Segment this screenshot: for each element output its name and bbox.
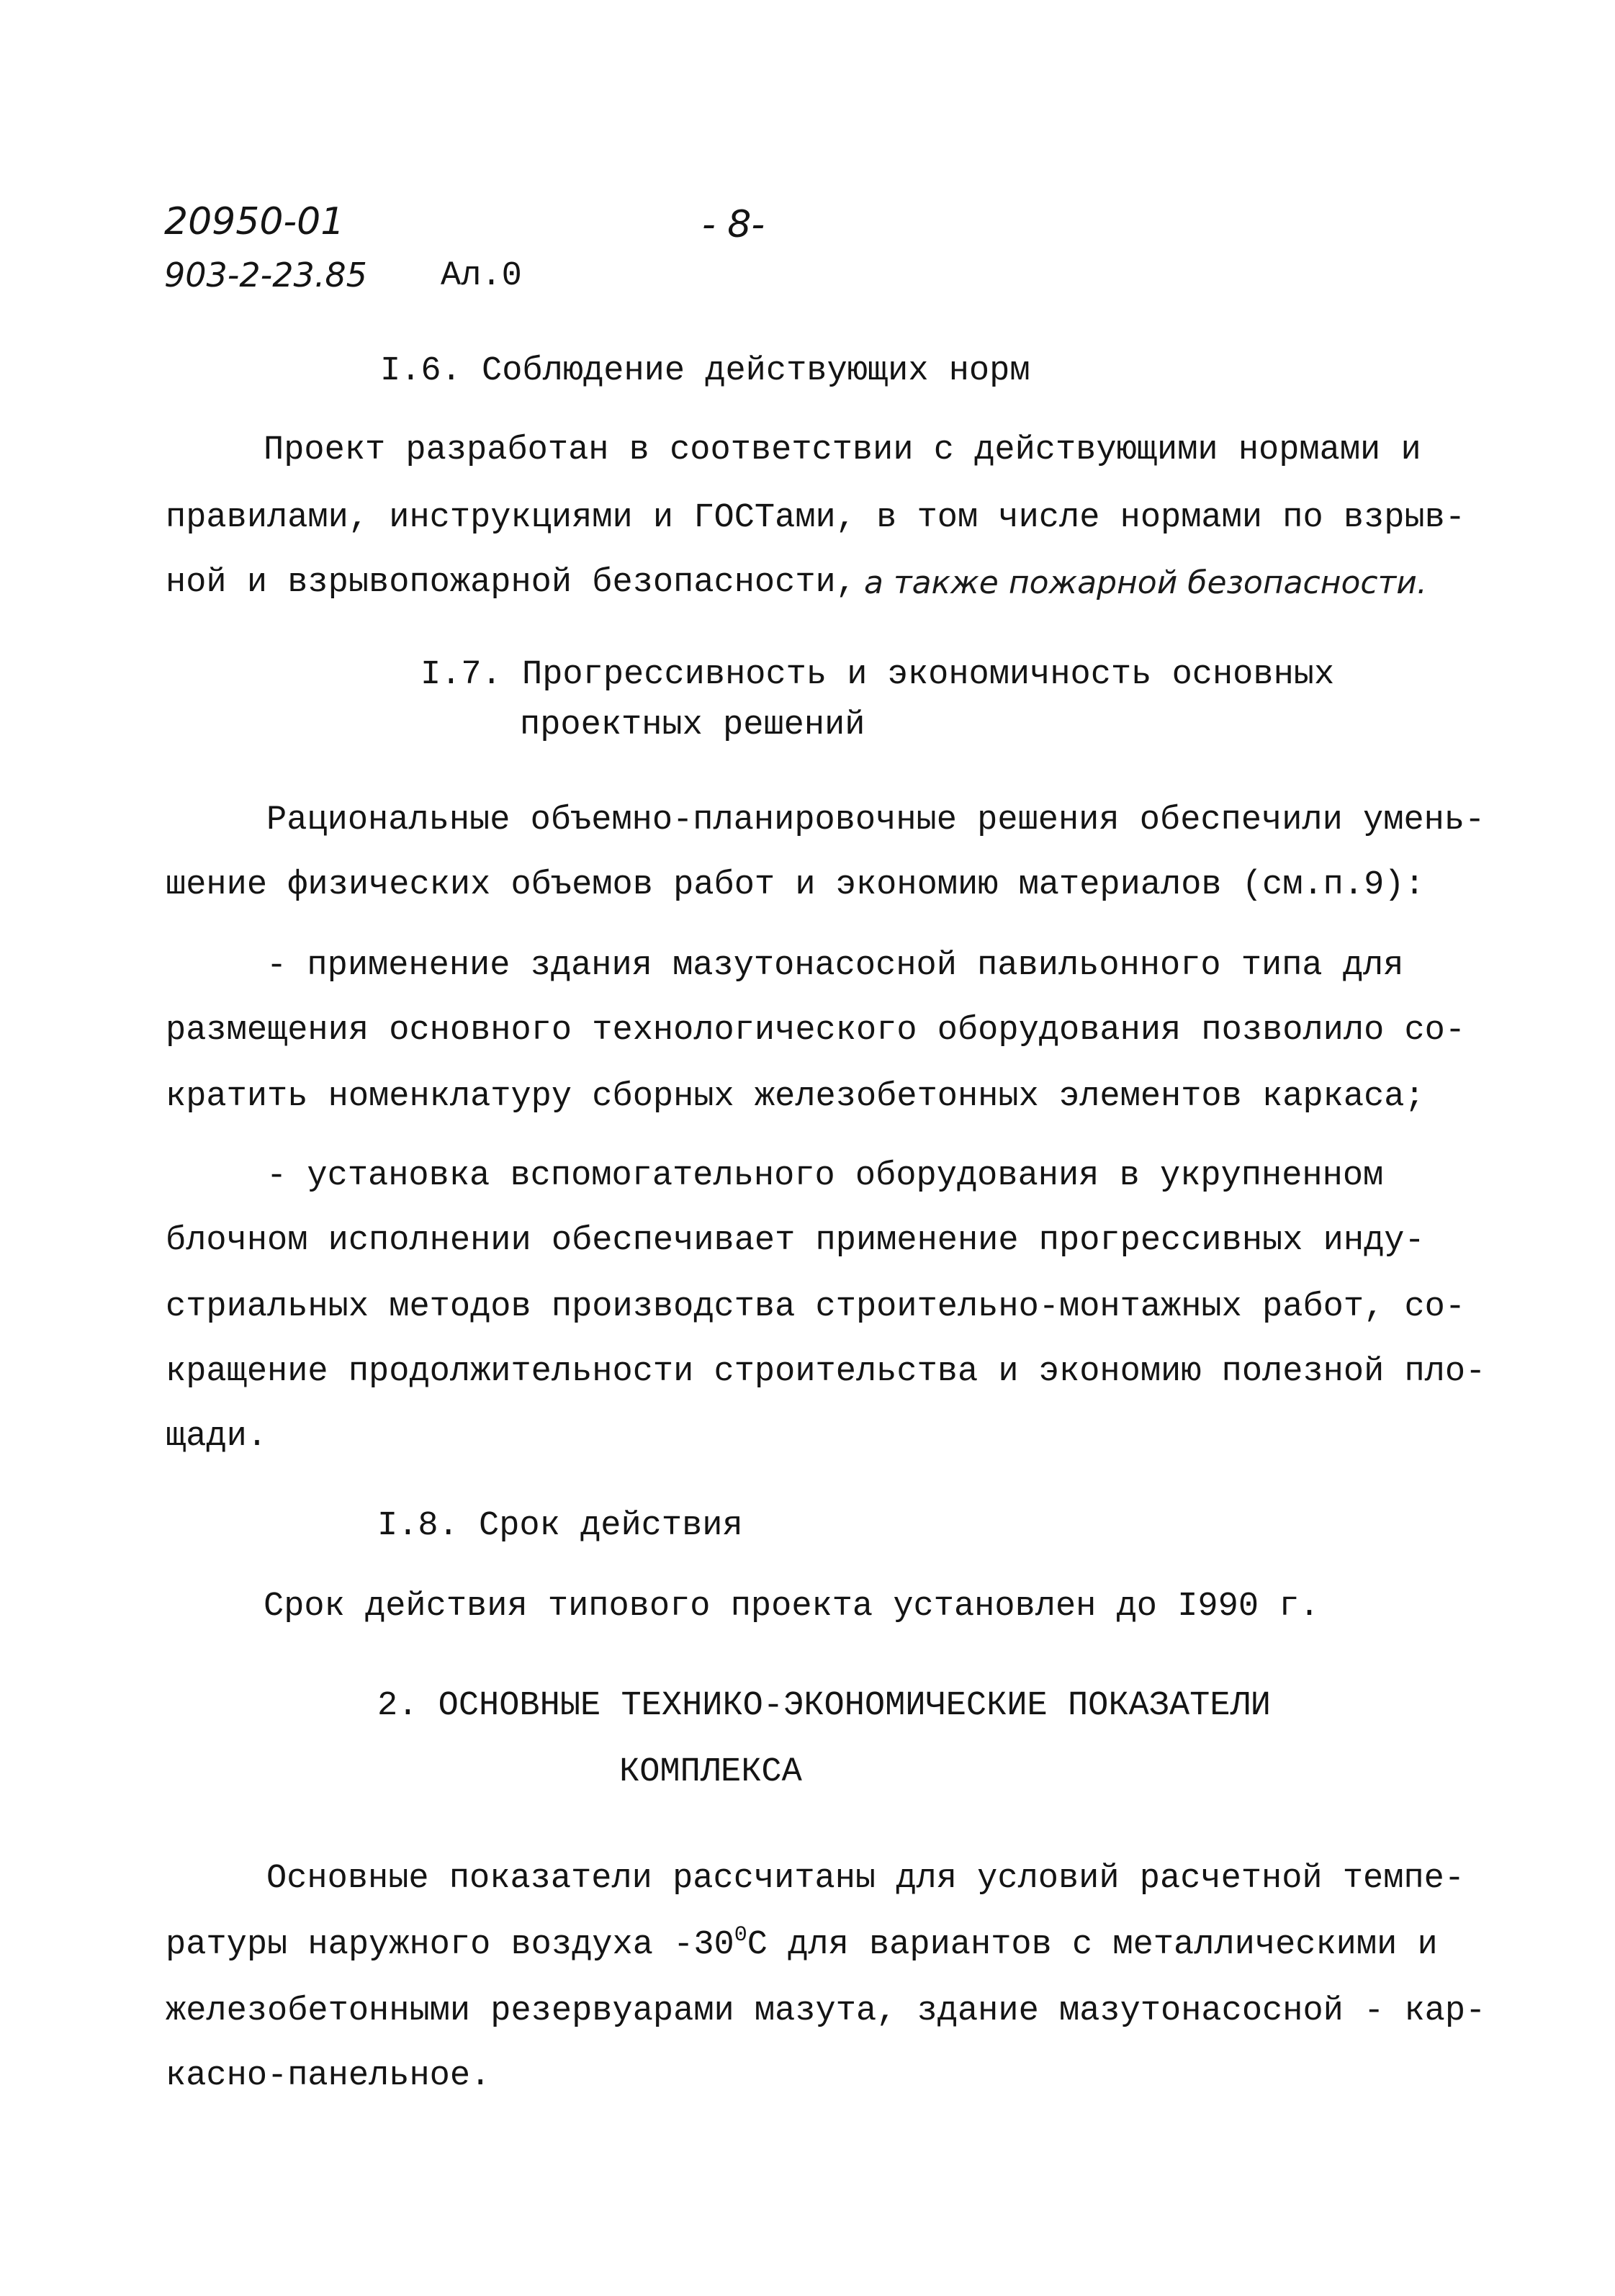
section-1-6-heading: I.6. Соблюдение действующих норм — [380, 352, 1030, 390]
bullet-2-line: щади. — [166, 1418, 268, 1456]
section-2-line-temperature — [166, 1924, 1438, 1967]
section-1-7-heading-cont: проектных решений — [520, 706, 865, 744]
section-1-8-text: Срок действия типового проекта установлен до I990 г. — [264, 1588, 1320, 1626]
series-code: 903-2-23.85 — [164, 256, 367, 294]
bullet-1-line: - применение здания мазутонасосной павильонного типа для — [266, 947, 1404, 985]
temperature-text-cont: С для вариантов с металлическими и — [747, 1926, 1438, 1964]
sheet-label: Ал.0 — [441, 257, 522, 295]
section-1-7-intro-line: Рациональные объемно-планировочные решения обеспечили умень- — [266, 801, 1485, 839]
bullet-2-line: кращение продолжительности строительства и экономию полезной пло- — [166, 1353, 1486, 1391]
section-1-7-intro-line: шение физических объемов работ и экономию материалов (см.п.9): — [166, 866, 1425, 904]
section-2-heading-cont: КОМПЛЕКСА — [619, 1753, 802, 1791]
section-1-7-heading: I.7. Прогрессивность и экономичность основных — [420, 656, 1335, 694]
section-2-heading: 2. ОСНОВНЫЕ ТЕХНИКО-ЭКОНОМИЧЕСКИЕ ПОКАЗАТЕЛИ — [377, 1687, 1272, 1725]
degree-mark: 0 — [734, 1923, 747, 1948]
bullet-2-line: - установка вспомогательного оборудования в укрупненном — [266, 1157, 1384, 1195]
handwritten-addition: а также пожарной безопасности. — [864, 564, 1427, 601]
bullet-1-line: размещения основного технологического оборудования позволило со- — [166, 1012, 1466, 1050]
section-2-line: касно-панельное. — [166, 2057, 491, 2095]
section-1-6-line: ной и взрывопожарной безопасности, — [166, 564, 856, 602]
section-1-6-line: Проект разработан в соответствии с действующими нормами и — [264, 431, 1421, 469]
section-1-8-heading: I.8. Срок действия — [377, 1507, 743, 1545]
section-1-6-line: правилами, инструкциями и ГОСТами, в том числе нормами по взрыв- — [166, 499, 1466, 537]
bullet-2-line: блочном исполнении обеспечивает применение прогрессивных инду- — [166, 1222, 1425, 1260]
bullet-2-line: стриальных методов производства строительно-монтажных работ, со- — [166, 1288, 1466, 1326]
page-number: - 8- — [702, 203, 765, 246]
bullet-1-line: кратить номенклатуру сборных железобетонных элементов каркаса; — [166, 1078, 1425, 1116]
section-2-line: Основные показатели рассчитаны для условий расчетной темпе- — [266, 1860, 1465, 1898]
section-2-line: железобетонными резервуарами мазута, здание мазутонасосной - кар- — [166, 1992, 1486, 2030]
handwritten-doc-number: 20950-01 — [164, 200, 345, 243]
temperature-text: ратуры наружного воздуха -30 — [166, 1926, 734, 1964]
